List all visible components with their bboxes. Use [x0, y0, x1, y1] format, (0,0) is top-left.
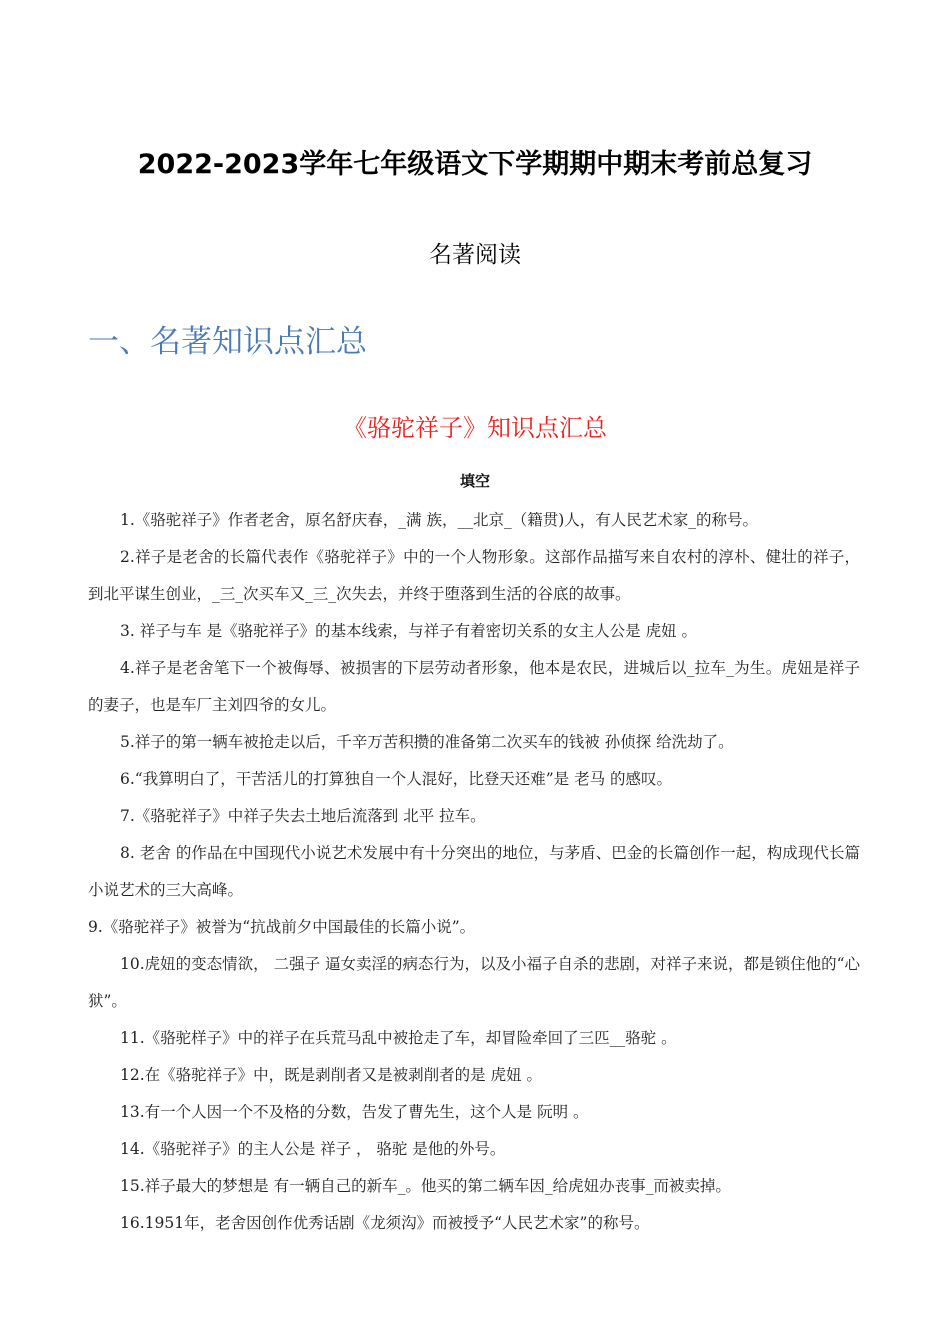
- question-item-15: 15.祥子最大的梦想是 有一辆自己的新车_。他买的第二辆车因_给虎妞办丧事_而被卖掉。: [120, 1177, 731, 1195]
- question-item-1: 1.《骆驼祥子》作者老舍，原名舒庆春，_满 族，__北京_（籍贯)人，有人民艺术家_的称号。: [120, 511, 759, 529]
- document-title: 2022-2023学年七年级语文下学期期中期末考前总复习: [137, 149, 813, 180]
- question-item-13: 13.有一个人因一个不及格的分数，告发了曹先生，这个人是 阮明 。: [120, 1103, 589, 1121]
- question-item-12: 12.在《骆驼祥子》中，既是剥削者又是被剥削者的是 虎妞 。: [120, 1066, 543, 1084]
- question-item-7: 7.《骆驼祥子》中祥子失去土地后流落到 北平 拉车。: [120, 807, 486, 825]
- fill-in-label: 填空: [459, 472, 490, 490]
- question-list: [88, 502, 860, 1242]
- question-item-11: 11.《骆驼样子》中的祥子在兵荒马乱中被抢走了车，却冒险牵回了三匹__骆驼 。: [120, 1029, 677, 1047]
- section-heading: 一、名著知识点汇总: [88, 324, 367, 360]
- question-item-16: 16.1951年，老舍因创作优秀话剧《龙须沟》而被授予“人民艺术家”的称号。: [120, 1214, 650, 1232]
- question-item-9: 9.《骆驼祥子》被誉为“抗战前夕中国最佳的长篇小说”。: [88, 918, 476, 936]
- question-item-2: 2.祥子是老舍的长篇代表作《骆驼祥子》中的一个人物形象。这部作品描写来自农村的淳朴、健壮的祥子，到北平谋生创业，_三_次买车又_三_次失去，并终于堕落到生活的谷底的故事。: [88, 548, 860, 603]
- question-item-14: 14.《骆驼祥子》的主人公是 祥子 ， 骆驼 是他的外号。: [120, 1140, 506, 1158]
- document-subtitle: 名著阅读: [429, 242, 521, 268]
- question-item-10: 10.虎妞的变态情欲， 二强子 逼女卖淫的病态行为，以及小福子自杀的悲剧，对祥子来说，都是锁住他的“心狱”。: [88, 955, 860, 1010]
- book-heading: 《骆驼祥子》知识点汇总: [343, 414, 607, 442]
- question-item-3: 3. 祥子与车 是《骆驼祥子》的基本线索，与祥子有着密切关系的女主人公是 虎妞 。: [120, 622, 697, 640]
- question-item-5: 5.祥子的第一辆车被抢走以后，千辛万苦积攒的准备第二次买车的钱被 孙侦探 给洗劫了。: [120, 733, 734, 751]
- question-item-6: 6.“我算明白了，干苦活儿的打算独自一个人混好，比登天还难”是 老马 的感叹。: [120, 770, 672, 788]
- question-item-4: 4.祥子是老舍笔下一个被侮辱、被损害的下层劳动者形象，他本是农民，进城后以_拉车_为生。虎妞是祥子的妻子，也是车厂主刘四爷的女儿。: [88, 659, 860, 714]
- question-item-8: 8. 老舍 的作品在中国现代小说艺术发展中有十分突出的地位，与茅盾、巴金的长篇创作一起，构成现代长篇小说艺术的三大高峰。: [88, 844, 860, 899]
